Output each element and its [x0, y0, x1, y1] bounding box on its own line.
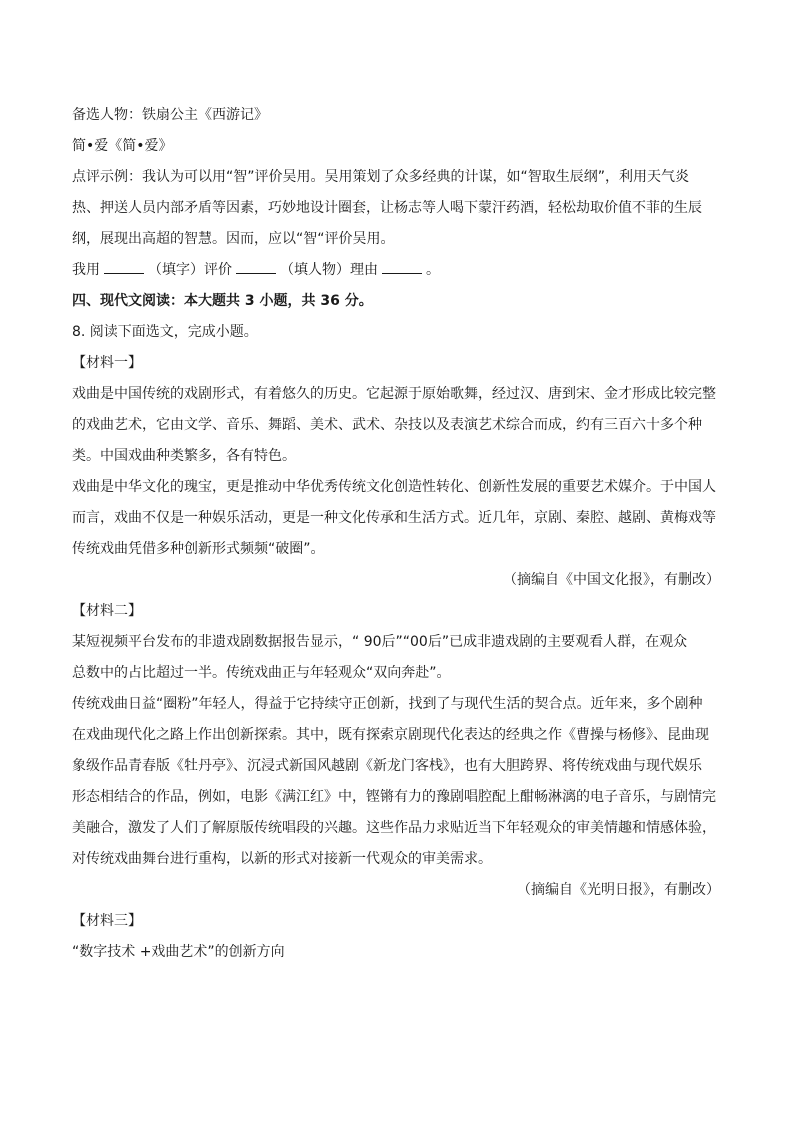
text-row: 美融合，激发了人们了解原版传统唱段的兴趣。这些作品力求贴近当下年轻观众的审美情趣和情感体验，: [72, 820, 716, 836]
text-row: 某短视频平台发布的非遗戏剧数据报告显示，“ 90后”“00后”已成非遗戏剧的主要观看人群，在观众: [72, 634, 688, 650]
text-row: 类。中国戏曲种类繁多，各有特色。: [72, 448, 296, 464]
candidates-line-1: 备选人物：铁扇公主《西游记》: [72, 107, 268, 123]
text-row: 而言，戏曲不仅是一种娱乐活动，更是一种文化传承和生活方式。近几年，京剧、秦腔、越剧、黄梅戏等: [72, 510, 716, 526]
example-row: 热、押送人员内部矛盾等因素，巧妙地设计圈套，让杨志等人喝下蒙汗药酒，轻松劫取价值不菲的生辰: [72, 200, 702, 216]
material-2-source: （摘编自《光明日报》，有删改）: [517, 882, 720, 898]
text-row: 传统戏曲凭借多种创新形式频频“破圈”。: [72, 541, 325, 557]
material-2-paragraph-2: [72, 689, 720, 875]
answer-text-2: （填字）评价: [148, 262, 232, 278]
material-2-title: 【材料二】: [72, 603, 142, 619]
blank-word[interactable]: [104, 257, 144, 274]
text-row: 对传统戏曲舞台进行重构，以新的形式对接新一代观众的审美需求。: [72, 851, 492, 867]
material-3-title: 【材料三】: [72, 913, 142, 929]
material-1-paragraph-2: [72, 472, 720, 565]
example-row: 纲，展现出高超的智慧。因而，应以“智“评价吴用。: [72, 231, 395, 247]
text-row: 象级作品青春版《牡丹亭》、沉浸式新国风越剧《新龙门客栈》，也有大胆跨界、将传统戏曲与现代娱乐: [72, 758, 702, 774]
text-row: 的戏曲艺术，它由文学、音乐、舞蹈、美术、武术、杂技以及表演艺术综合而成，约有三百六十多个种: [72, 417, 702, 433]
text-row: 形态相结合的作品，例如，电影《满江红》中，铿锵有力的豫剧唱腔配上酣畅淋漓的电子音乐，与剧情完: [72, 789, 716, 805]
material-1-source: （摘编自《中国文化报》，有删改）: [503, 572, 720, 588]
material-1-paragraph-1: [72, 379, 720, 472]
text-row: 戏曲是中国传统的戏剧形式，有着悠久的历史。它起源于原始歌舞，经过汉、唐到宋、金才形成比较完整: [72, 386, 716, 402]
answer-line: [72, 255, 720, 286]
text-row: 在戏曲现代化之路上作出创新探索。其中，既有探索京剧现代化表达的经典之作《曹操与杨修》、昆曲现: [72, 727, 709, 743]
blank-reason[interactable]: [382, 257, 422, 274]
candidates-line-2: 简•爱《简•爱》: [72, 138, 173, 154]
example-row: 点评示例：我认为可以用“智”评价吴用。吴用策划了众多经典的计谋，如“智取生辰纲”，利用天气炎: [72, 169, 690, 185]
material-3-caption: “数字技术 +戏曲艺术”的创新方向: [72, 944, 285, 960]
material-2-paragraph-1: [72, 627, 720, 689]
section-heading: 四、现代文阅读：本大题共 3 小题，共 36 分。: [72, 293, 373, 309]
exam-page: [72, 100, 720, 968]
text-row: 总数中的占比超过一半。传统戏曲正与年轻观众“双向奔赴”。: [72, 665, 451, 681]
answer-text-1: 我用: [72, 262, 100, 278]
example-paragraph: [72, 162, 720, 255]
material-1-title: 【材料一】: [72, 355, 142, 371]
text-row: 戏曲是中华文化的瑰宝，更是推动中华优秀传统文化创造性转化、创新性发展的重要艺术媒介。于中国人: [72, 479, 716, 495]
text-row: 传统戏曲日益“圈粉”年轻人，得益于它持续守正创新，找到了与现代生活的契合点。近年来，多个剧种: [72, 696, 703, 712]
answer-text-3: （填人物）理由: [280, 262, 378, 278]
blank-person[interactable]: [236, 257, 276, 274]
answer-text-4: 。: [426, 262, 440, 278]
question-stem: 8. 阅读下面选文，完成小题。: [72, 324, 258, 340]
